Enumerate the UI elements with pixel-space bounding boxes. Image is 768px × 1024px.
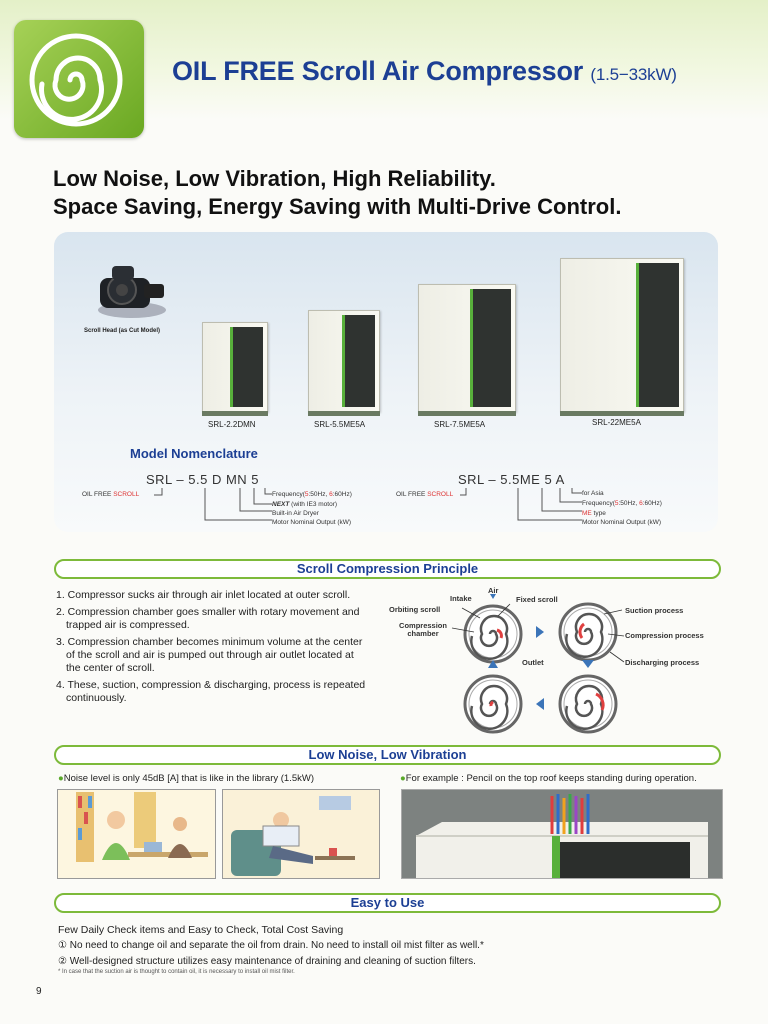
- section-header-easy-to-use: Easy to Use: [54, 893, 721, 913]
- vibration-note: ●For example : Pencil on the top roof keeps standing during operation.: [400, 773, 697, 784]
- model-label: SRL-2.2DMN: [208, 420, 256, 429]
- motor-output-label: Motor Nominal Output (kW): [582, 519, 662, 526]
- compression-process-label: Compression process: [625, 631, 704, 640]
- noise-note: ●Noise level is only 45dB [A] that is like in the library (1.5kW): [58, 773, 315, 784]
- green-spiral-logo-icon: [14, 20, 144, 138]
- list-item: 2. Compression chamber goes smaller with rotary movement and trapped air is compressed.: [56, 606, 360, 631]
- nomenclature-right-connectors: [460, 486, 584, 526]
- library-illustration: [57, 789, 216, 879]
- list-item: 4. These, suction, compression & discharging, process is repeated continuously.: [56, 679, 366, 704]
- compressor-unit-srl-22me5a: [560, 258, 684, 412]
- list-item: 1. Compressor sucks air through air inlet located at outer scroll.: [56, 589, 351, 601]
- frequency-label: Frequency(5:50Hz, 6:60Hz): [272, 491, 352, 498]
- scroll-head-image: [92, 260, 168, 320]
- nomenclature-title: Model Nomenclature: [130, 446, 258, 461]
- headline: [53, 165, 621, 221]
- air-label: Air: [488, 586, 499, 595]
- model-label: SRL-7.5ME5A: [434, 420, 486, 429]
- suction-process-label: Suction process: [625, 606, 684, 615]
- easy-item-2: ② Well-designed structure utilizes easy maintenance of draining and cleaning of suction filters.: [58, 956, 476, 967]
- footnote: * In case that the suction air is thought to contain oil, it is necessary to install oil mist filter.: [58, 969, 295, 975]
- compressor-unit-srl-2-2dmn: [202, 322, 268, 412]
- discharging-process-label: Discharging process: [625, 658, 700, 667]
- compressor-unit-srl-7-5me5a: [418, 284, 516, 412]
- me-type-label: ME type: [582, 510, 606, 517]
- easy-item-1: ① No need to change oil and separate the oil from drain. No need to install oil mist filter as well.*: [58, 940, 484, 951]
- scroll-head-label: Scroll Head (as Cut Model): [84, 328, 161, 334]
- air-dryer-label: Built-in Air Dryer: [272, 510, 319, 517]
- compression-chamber-label: Compression chamber: [399, 621, 447, 638]
- intake-label: Intake: [450, 594, 472, 603]
- fixed-scroll-label: Fixed scroll: [516, 595, 558, 604]
- motor-output-label: Motor Nominal Output (kW): [272, 519, 352, 526]
- nomenclature-model-left: SRL – 5.5 D MN 5: [146, 472, 260, 487]
- page-number: 9: [36, 986, 42, 997]
- oil-free-scroll-label: OIL FREE SCROLL: [396, 491, 454, 498]
- easy-to-use-text: [58, 922, 484, 970]
- oil-free-scroll-label: OIL FREE SCROLL: [82, 491, 140, 498]
- model-label: SRL-5.5ME5A: [314, 420, 366, 429]
- model-label: SRL-22ME5A: [592, 418, 641, 427]
- next-series-label: NEXT (with IE3 motor): [272, 501, 338, 508]
- frequency-label: Frequency(5:50Hz, 6:60Hz): [582, 500, 662, 507]
- page-title: OIL FREE Scroll Air Compressor (1.5−33kW): [172, 56, 677, 86]
- compressor-unit-srl-5-5me5a: [308, 310, 380, 412]
- section-header-low-noise: Low Noise, Low Vibration: [54, 745, 721, 765]
- outlet-label: Outlet: [522, 658, 544, 667]
- nomenclature-model-right: SRL – 5.5ME 5 A: [458, 472, 565, 487]
- headline-line-1: Low Noise, Low Vibration, High Reliability.: [53, 166, 496, 191]
- living-room-illustration: [222, 789, 380, 879]
- list-item: 3. Compression chamber becomes minimum volume at the center of the scroll and air is pumped out through air outlet located at the center of scroll.: [56, 636, 363, 674]
- section-header-scroll-principle: Scroll Compression Principle: [54, 559, 721, 579]
- principle-steps-list: [56, 589, 366, 709]
- for-asia-label: for Asia: [582, 490, 604, 497]
- easy-intro: Few Daily Check items and Easy to Check, Total Cost Saving: [58, 924, 344, 936]
- pencil-on-compressor-photo: [401, 789, 723, 879]
- nomenclature-left-connectors: [150, 486, 274, 526]
- headline-line-2: Space Saving, Energy Saving with Multi-Drive Control.: [53, 194, 622, 219]
- orbiting-scroll-label: Orbiting scroll: [389, 605, 441, 614]
